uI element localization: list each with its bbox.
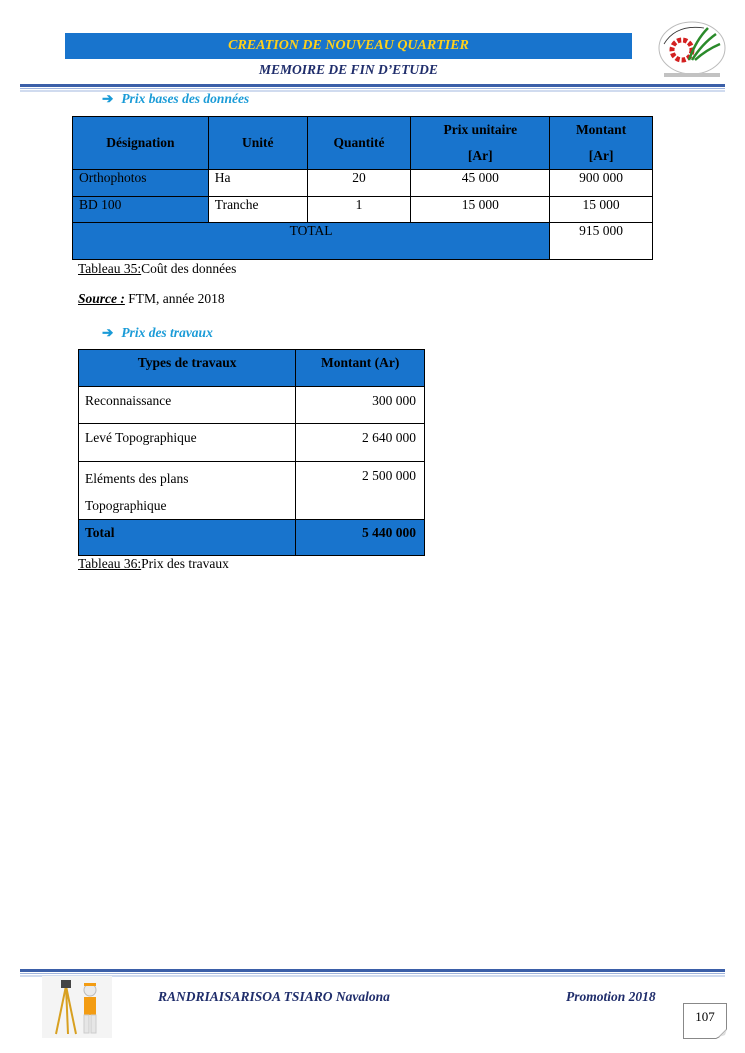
section-title-prix-travaux (102, 325, 213, 341)
cell-montant: 15 000 (550, 197, 653, 223)
cell-prix-unitaire: 45 000 (411, 170, 550, 197)
cell-line: Eléments des plans (85, 471, 189, 486)
cell-quantite: 1 (307, 197, 411, 223)
footer-rule (20, 969, 725, 977)
cell-montant: 2 500 000 (296, 462, 425, 520)
surveyor-illustration-icon (42, 976, 112, 1038)
page-curl-icon (715, 1029, 727, 1039)
source-label: Source : (78, 291, 125, 306)
section-title-text: Prix des travaux (121, 325, 213, 340)
header-subtitle: MEMOIRE DE FIN D’ETUDE (259, 62, 438, 77)
cell-prix-unitaire: 15 000 (411, 197, 550, 223)
cell-total-value: 915 000 (550, 223, 653, 260)
col-header-unite: Unité (208, 117, 307, 170)
table-total-row (79, 520, 425, 556)
col-header-designation: Désignation (73, 117, 209, 170)
col-header-quantite: Quantité (307, 117, 411, 170)
school-logo (656, 20, 728, 82)
caption-tableau-36 (78, 556, 229, 572)
table-row (79, 424, 425, 462)
cell-unite: Tranche (208, 197, 307, 223)
footer-promotion: Promotion 2018 (566, 989, 656, 1004)
col-header-montant: Montant (Ar) (296, 350, 425, 387)
table-prix-travaux (78, 349, 425, 556)
caption-ref: Tableau 36: (78, 556, 142, 571)
caption-tableau-35 (78, 261, 236, 277)
table-header-row (79, 350, 425, 387)
header-title-bar (65, 33, 632, 59)
cell-unite: Ha (208, 170, 307, 197)
col-header-prix-unitaire (411, 117, 550, 170)
header-line: [Ar] (467, 148, 493, 163)
table-cout-donnees (72, 116, 653, 260)
cell-total-label: TOTAL (73, 223, 550, 260)
cell-designation: BD 100 (73, 197, 209, 223)
table-row (79, 387, 425, 424)
cell-type: Reconnaissance (79, 387, 296, 424)
cell-line: Topographique (85, 498, 167, 513)
footer-author: RANDRIAISARISOA TSIARO Navalona (158, 989, 390, 1004)
cell-montant: 2 640 000 (296, 424, 425, 462)
cell-total-value: 5 440 000 (296, 520, 425, 556)
cell-quantite: 20 (307, 170, 411, 197)
cell-montant: 300 000 (296, 387, 425, 424)
cell-designation: Orthophotos (73, 170, 209, 197)
table-total-row (73, 223, 653, 260)
arrow-right-icon: ➔ (102, 91, 114, 106)
table-row (73, 170, 653, 197)
page-number: 107 (695, 1009, 715, 1024)
cell-type (79, 462, 296, 520)
header-line: [Ar] (588, 148, 614, 163)
arrow-right-icon: ➔ (102, 325, 114, 340)
table-row (73, 197, 653, 223)
caption-text: Prix des travaux (141, 556, 229, 571)
caption-text: Coût des données (141, 261, 237, 276)
source-text: FTM, année 2018 (124, 291, 225, 306)
table-header-row (73, 117, 653, 170)
cell-type: Levé Topographique (79, 424, 296, 462)
header-title: CREATION DE NOUVEAU QUARTIER (228, 38, 469, 53)
table-row (79, 462, 425, 520)
source-line (78, 291, 225, 307)
col-header-montant (550, 117, 653, 170)
cell-montant: 900 000 (550, 170, 653, 197)
page-number-box (683, 1003, 727, 1039)
section-title-text: Prix bases des données (121, 91, 250, 106)
section-title-prix-bases (102, 91, 249, 107)
cell-total-label: Total (79, 520, 296, 556)
caption-ref: Tableau 35: (78, 261, 142, 276)
col-header-types: Types de travaux (79, 350, 296, 387)
header-line: Montant (575, 122, 627, 137)
header-line: Prix unitaire (443, 122, 518, 137)
